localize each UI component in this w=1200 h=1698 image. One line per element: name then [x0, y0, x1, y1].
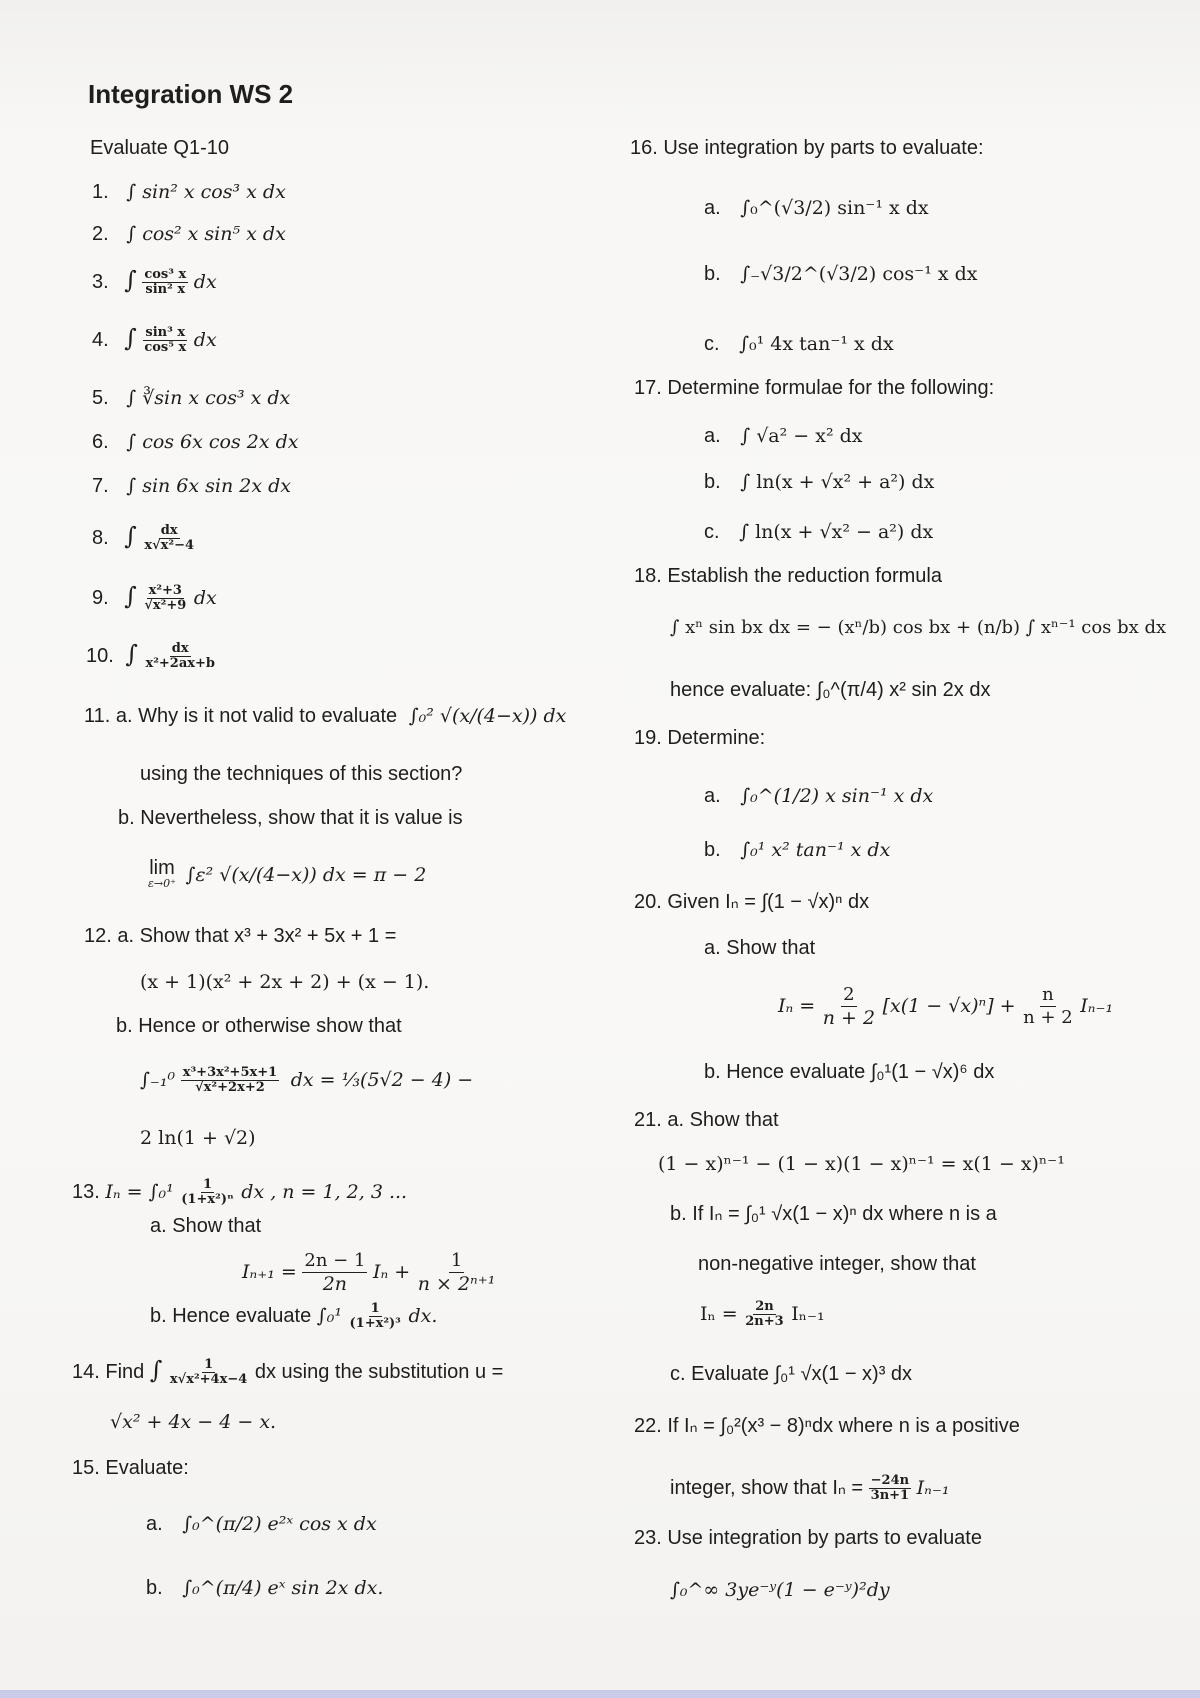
- q-expression: ∫ cos² x sin⁵ x dx: [126, 223, 286, 245]
- formula-tail: Iₙ₋₁: [791, 1302, 825, 1325]
- formula-lhs: Iₙ₊₁ =: [242, 1260, 297, 1283]
- fraction: $\frac{dx}{\text{x²+2ax+b}}$: [145, 641, 215, 672]
- question-10: [86, 642, 217, 671]
- q-expression: ∫₀¹ 4x tan⁻¹ x dx: [739, 333, 894, 355]
- question-21b-cont: non-negative integer, show that: [698, 1253, 976, 1275]
- question-17c: [704, 520, 933, 544]
- question-11a-cont: using the techniques of this section?: [140, 763, 463, 785]
- q-number: 3.: [92, 271, 109, 293]
- question-8: [92, 524, 196, 553]
- q-expression: ∫ sin² x cos³ x dx: [126, 181, 286, 203]
- q-tail: dx: [193, 329, 217, 351]
- q-number: a.: [704, 197, 721, 219]
- question-23: 23. Use integration by parts to evaluate: [634, 1527, 982, 1549]
- question-15b: [146, 1576, 383, 1600]
- fraction: $\frac{1}{\text{n × 2ⁿ⁺¹}}$: [417, 1250, 496, 1295]
- q-expression: dx = ⅓(5√2 − 4) −: [290, 1068, 474, 1091]
- question-2: [92, 222, 286, 246]
- question-18-hence: hence evaluate: ∫₀^(π/4) x² sin 2x dx: [670, 679, 991, 701]
- question-15: 15. Evaluate:: [72, 1457, 189, 1479]
- q-number: 13.: [72, 1180, 100, 1203]
- question-18: 18. Establish the reduction formula: [634, 565, 942, 587]
- question-20a: a. Show that: [704, 937, 816, 959]
- section-intro: Evaluate Q1-10: [90, 137, 229, 159]
- q-number: 6.: [92, 431, 109, 453]
- q-expression: ∫ sin 6x sin 2x dx: [126, 475, 291, 497]
- q-expression: ∫₀^(π/2) e²ˣ cos x dx: [182, 1513, 377, 1535]
- limit: lim ε→0⁺: [148, 857, 176, 890]
- q-expression: ∫ ln(x + √x² + a²) dx: [740, 471, 935, 493]
- question-19a: [704, 784, 933, 808]
- formula-tail: Iₙ₋₁: [1080, 994, 1114, 1017]
- q-number: 2.: [92, 223, 109, 245]
- question-11-limit: [148, 857, 427, 892]
- integral-limits: ∫₋₁⁰: [140, 1068, 176, 1091]
- q-number: 7.: [92, 475, 109, 497]
- integral-sign: ∫: [124, 522, 137, 550]
- question-22-cont: [670, 1474, 950, 1503]
- q-tail: dx using the substitution u =: [254, 1361, 504, 1383]
- fraction: $\frac{1}{\text{(1+x²)³}}$: [349, 1301, 401, 1331]
- q-number: a.: [146, 1513, 163, 1535]
- question-16c: [704, 332, 894, 356]
- q-expression: ∫ ∛sin x cos³ x dx: [126, 387, 291, 409]
- q-expression: ∫₀^(1/2) x sin⁻¹ x dx: [740, 785, 934, 807]
- question-17a: [704, 424, 863, 448]
- fraction: $\frac{dx}{\text{x√x²−4}}$: [144, 523, 195, 554]
- q-number: 4.: [92, 329, 109, 351]
- question-20-formula: [778, 984, 1113, 1029]
- q-number: 10.: [86, 645, 114, 667]
- q-expression: ∫ √a² − x² dx: [740, 425, 863, 447]
- question-15a: [146, 1512, 377, 1536]
- q-number: 1.: [92, 181, 109, 203]
- question-12b: b. Hence or otherwise show that: [116, 1015, 402, 1037]
- question-12a: 12. a. Show that x³ + 3x² + 5x + 1 =: [84, 925, 397, 947]
- question-5: [92, 386, 290, 410]
- question-21-formula: (1 − x)ⁿ⁻¹ − (1 − x)(1 − x)ⁿ⁻¹ = x(1 − x)ⁿ⁻¹: [658, 1153, 1065, 1175]
- fraction: $\frac{2n}{2n+3}$: [745, 1299, 784, 1329]
- q-number: 8.: [92, 527, 109, 549]
- q-expression: ∫ε² √(x/(4−x)) dx = π − 2: [185, 864, 427, 887]
- question-11a: [84, 704, 566, 728]
- q-number: b.: [704, 839, 721, 861]
- question-4: [92, 326, 217, 355]
- question-21-formula-2: [700, 1300, 825, 1329]
- q-number: 5.: [92, 387, 109, 409]
- q-expression: ∫ cos 6x cos 2x dx: [126, 431, 299, 453]
- integral-limits: ∫₀¹: [316, 1304, 342, 1327]
- q-tail: dx.: [408, 1304, 438, 1327]
- question-21b: b. If Iₙ = ∫₀¹ √x(1 − x)ⁿ dx where n is a: [670, 1203, 997, 1225]
- fraction: $\frac{\text{sin³ x}}{\text{cos⁵ x}}$: [144, 325, 187, 356]
- q-number: b.: [146, 1577, 163, 1599]
- question-13-formula: [242, 1250, 497, 1295]
- question-20b: b. Hence evaluate ∫₀¹(1 − √x)⁶ dx: [704, 1061, 995, 1083]
- integral-sign: ∫: [124, 582, 137, 610]
- question-19: 19. Determine:: [634, 727, 766, 749]
- q-number: 9.: [92, 587, 109, 609]
- q-tail: dx: [193, 587, 217, 609]
- integral-sign: ∫: [149, 1356, 163, 1384]
- question-3: [92, 268, 217, 297]
- q-number: b.: [704, 263, 721, 285]
- q-number: c.: [704, 521, 720, 543]
- bottom-edge: [0, 1690, 1200, 1698]
- question-13: [72, 1178, 407, 1207]
- question-13a: a. Show that: [150, 1215, 262, 1237]
- fraction: $\frac{\text{cos³ x}}{\text{sin² x}}$: [144, 267, 187, 298]
- integral-sign: ∫: [124, 266, 137, 294]
- question-7: [92, 474, 291, 498]
- formula-mid: [x(1 − √x)ⁿ] +: [882, 994, 1016, 1017]
- question-16: 16. Use integration by parts to evaluate:: [630, 137, 984, 159]
- q-tail: dx , n = 1, 2, 3 ...: [241, 1180, 408, 1203]
- fraction: $\frac{\text{x³+3x²+5x+1}}{\text{√x²+2x+2}}$: [182, 1065, 278, 1095]
- fraction: $\frac{1}{\text{x√x²+4x−4}}$: [169, 1357, 248, 1388]
- fraction: $\frac{2}{n + 2}$: [822, 984, 876, 1029]
- q-text: integer, show that Iₙ =: [670, 1476, 864, 1499]
- q-text: 11. a. Why is it not valid to evaluate: [84, 705, 398, 727]
- question-23-formula: ∫₀^∞ 3ye⁻ʸ(1 − e⁻ʸ)²dy: [670, 1579, 890, 1601]
- question-19b: [704, 838, 890, 862]
- question-17: 17. Determine formulae for the following:: [634, 377, 995, 399]
- question-20: 20. Given Iₙ = ∫(1 − √x)ⁿ dx: [634, 891, 870, 913]
- worksheet-title: Integration WS 2: [88, 79, 294, 109]
- q-number: b.: [704, 471, 721, 493]
- formula-tail: Iₙ₋₁: [916, 1476, 950, 1499]
- question-13b: [150, 1302, 437, 1331]
- q-expression: ∫₋√3/2^(√3/2) cos⁻¹ x dx: [740, 263, 978, 285]
- q-expression: ∫₀¹ x² tan⁻¹ x dx: [740, 839, 891, 861]
- integral-sign: ∫: [124, 324, 137, 352]
- question-12-integral: [140, 1066, 473, 1095]
- q-expression: Iₙ = ∫₀¹: [105, 1180, 174, 1203]
- question-18-formula: ∫ xⁿ sin bx dx = − (xⁿ/b) cos bx + (n/b) ∫ xⁿ⁻¹ cos bx dx: [670, 617, 1167, 638]
- q-expression: ∫₀^(π/4) eˣ sin 2x dx.: [182, 1577, 384, 1599]
- q-expression: ∫ ln(x + √x² − a²) dx: [739, 521, 934, 543]
- fraction: $\frac{n}{n + 2}$: [1023, 984, 1073, 1028]
- formula-mid: Iₙ +: [372, 1260, 411, 1283]
- q-expression: ∫₀^(√3/2) sin⁻¹ x dx: [740, 197, 929, 219]
- q-expression: ∫₀² √(x/(4−x)) dx: [408, 705, 567, 727]
- fraction: $\frac{1}{\text{(1+x²)ⁿ}}$: [181, 1177, 234, 1207]
- question-17b: [704, 470, 934, 494]
- question-6: [92, 430, 299, 454]
- q-tail: dx: [193, 271, 217, 293]
- formula-lhs: Iₙ =: [700, 1302, 738, 1325]
- fraction: $\frac{-24n}{3n+1}$: [870, 1473, 910, 1503]
- formula-lhs: Iₙ =: [778, 994, 816, 1017]
- question-16a: [704, 196, 929, 220]
- question-1: [92, 180, 286, 204]
- question-16b: [704, 262, 977, 286]
- integral-sign: ∫: [125, 640, 138, 668]
- q-number: a.: [704, 785, 721, 807]
- question-12a-cont: (x + 1)(x² + 2x + 2) + (x − 1).: [140, 971, 430, 993]
- question-21c: c. Evaluate ∫₀¹ √x(1 − x)³ dx: [670, 1363, 913, 1385]
- fraction: $\frac{2n - 1}{2n}$: [304, 1250, 366, 1295]
- question-21a: 21. a. Show that: [634, 1109, 779, 1131]
- q-number: a.: [704, 425, 721, 447]
- question-14-cont: √x² + 4x − 4 − x.: [110, 1411, 277, 1433]
- fraction: $\frac{\text{x²+3}}{\text{√x²+9}}$: [144, 583, 187, 614]
- question-12-integral-cont: 2 ln(1 + √2): [140, 1127, 256, 1149]
- q-text: 14. Find: [72, 1361, 145, 1383]
- question-14: [72, 1358, 503, 1387]
- question-11b: b. Nevertheless, show that it is value is: [118, 807, 463, 829]
- question-22: 22. If Iₙ = ∫₀²(x³ − 8)ⁿdx where n is a positive: [634, 1415, 1020, 1437]
- question-9: [92, 584, 217, 613]
- q-text: b. Hence evaluate: [150, 1304, 312, 1327]
- q-number: c.: [704, 333, 720, 355]
